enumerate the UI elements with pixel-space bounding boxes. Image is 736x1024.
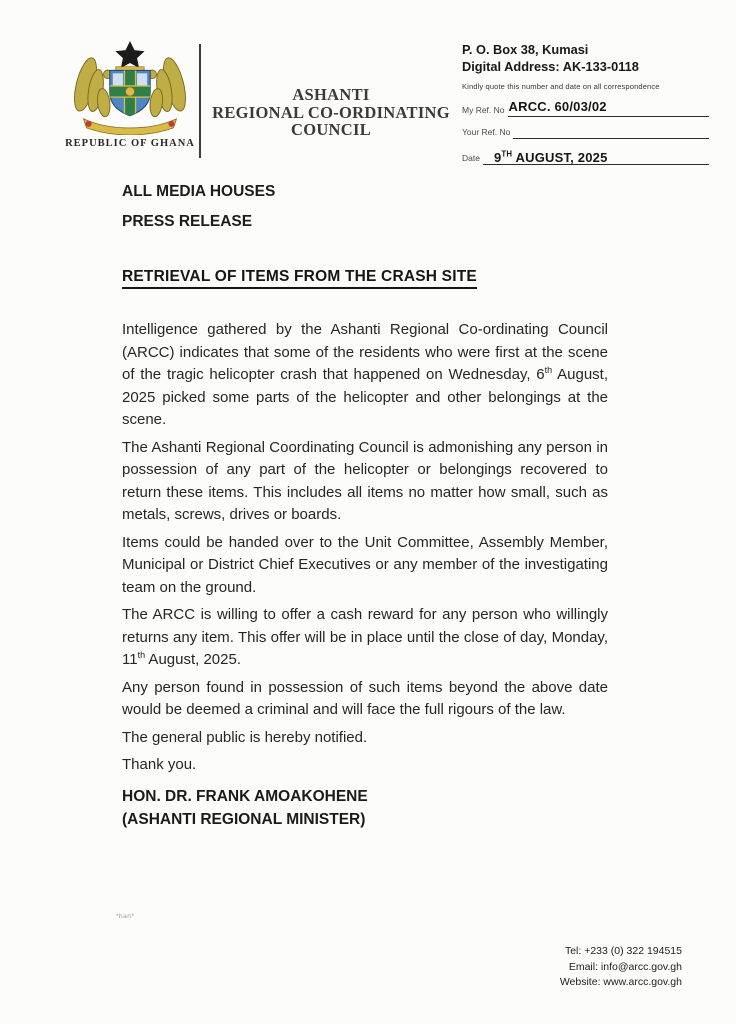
address-block <box>462 41 709 165</box>
date-row <box>462 146 709 165</box>
signature-block <box>122 786 368 831</box>
org-name-line: COUNCIL <box>290 120 372 139</box>
paragraph-7: Thank you. <box>122 756 197 773</box>
org-name-line: ASHANTI <box>292 85 370 104</box>
recipient-line: ALL MEDIA HOUSES <box>122 183 276 200</box>
po-box-line: P. O. Box 38, Kumasi <box>462 42 589 57</box>
signatory-title: (ASHANTI REGIONAL MINISTER) <box>122 810 366 828</box>
press-release-title: RETRIEVAL OF ITEMS FROM THE CRASH SITE <box>122 268 608 286</box>
correspondence-note: Kindly quote this number and date on all correspondence <box>462 82 660 91</box>
my-ref-label: My Ref. No <box>462 105 505 115</box>
paragraph-1: Intelligence gathered by the Ashanti Regional Co-ordinating Council (ARCC) indicates that some of the residents who were first at the scene of the tragic helicopter crash that happened on Wednesday, 6th August, 2025 picked some parts of the helicopter and other belongings at the scene. <box>122 321 609 428</box>
paragraph-5: Any person found in possession of such items beyond the above date would be deemed a criminal and will face the full rigours of the law. <box>122 678 608 718</box>
letter-body <box>122 183 608 782</box>
paragraph-2: The Ashanti Regional Coordinating Council is admonishing any person in possession of any part of the helicopter or belongings recovered to return these items. This includes all items no matter how small, such as metals, screws, drives or boards. <box>122 438 608 523</box>
signatory-name: HON. DR. FRANK AMOAKOHENE <box>122 788 368 805</box>
date-value: 9TH AUGUST, 2025 <box>493 149 608 165</box>
footer-tel: Tel: +233 (0) 322 194515 <box>564 945 682 957</box>
date-label: Date <box>462 153 480 163</box>
letterhead-divider <box>199 44 201 158</box>
faint-annotation: *han* <box>116 913 135 920</box>
republic-of-ghana-label: REPUBLIC OF GHANA <box>65 138 195 149</box>
your-ref-label: Your Ref. No <box>462 127 511 137</box>
footer-email: Email: info@arcc.gov.gh <box>568 960 682 973</box>
date-line-lead <box>483 154 493 165</box>
my-ref-value: ARCC. 60/03/02 <box>508 99 607 114</box>
paragraph-6: The general public is hereby notified. <box>122 728 368 746</box>
my-ref-line <box>508 98 709 117</box>
footer-website: Website: www.arcc.gov.gh <box>559 976 682 988</box>
doc-type-line: PRESS RELEASE <box>122 213 253 230</box>
digital-address-line: Digital Address: AK-133-0118 <box>462 59 639 74</box>
ghana-coat-of-arms <box>58 40 202 149</box>
my-ref-row <box>462 98 709 117</box>
contact-footer <box>560 944 682 991</box>
organization-name <box>204 86 458 139</box>
date-line <box>493 146 709 165</box>
paragraph-4: The ARCC is willing to offer a cash reward for any person who willingly returns any item. This offer will be in place until the close of day, Monday, 11th August, 2025. <box>122 606 608 668</box>
paragraph-3: Items could be handed over to the Unit Committee, Assembly Member, Municipal or District Chief Executives or any member of the investigating team on the ground. <box>122 533 608 596</box>
your-ref-row <box>462 124 709 139</box>
org-name-line: REGIONAL CO-ORDINATING <box>212 102 450 122</box>
ghana-coat-of-arms-icon <box>65 40 195 135</box>
your-ref-line <box>513 125 709 139</box>
